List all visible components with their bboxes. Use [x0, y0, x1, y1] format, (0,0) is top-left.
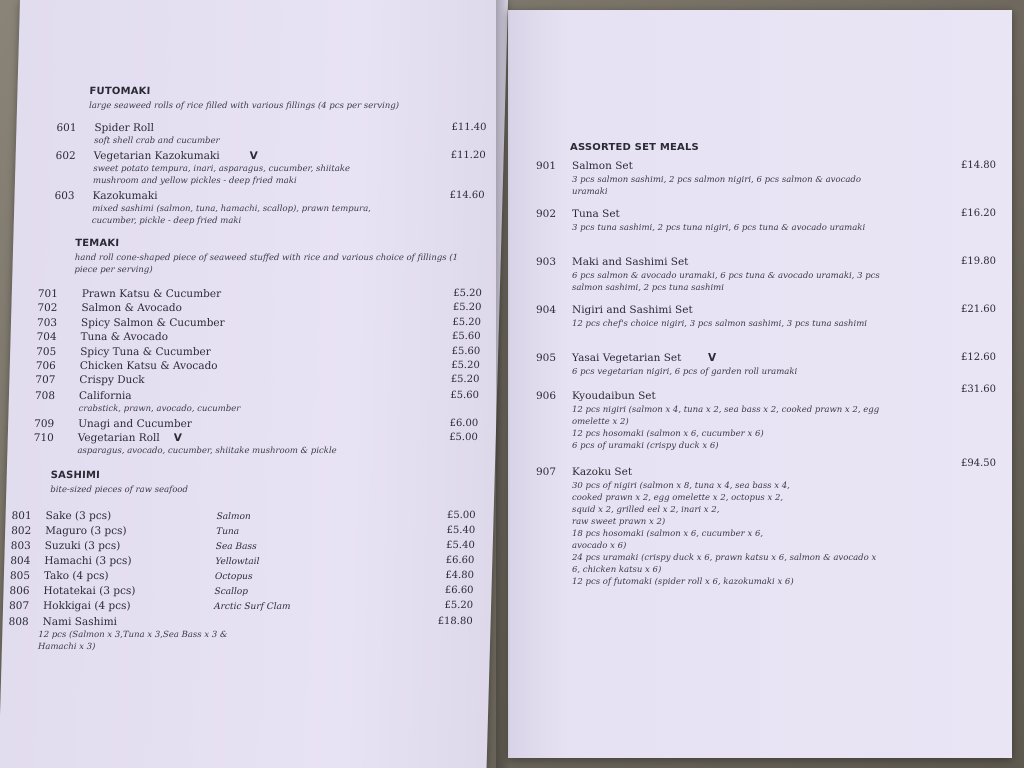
menu-item — [536, 458, 996, 480]
item-name: Chicken Katsu & Avocado — [79, 360, 218, 372]
item-translation: Salmon — [216, 512, 251, 522]
section-title-futomaki: FUTOMAKI — [89, 86, 151, 97]
menu-item — [11, 525, 475, 539]
item-number: 802 — [11, 525, 32, 537]
section-desc-sashimi: bite-sized pieces of raw seafood — [50, 485, 189, 495]
item-description: squid x 2, grilled eel x 2, inari x 2, — [572, 505, 720, 515]
item-description: 12 pcs nigiri (salmon x 4, tuna x 2, sea bass x 2, cooked prawn x 2, egg — [572, 405, 880, 415]
item-description: salmon sashimi, 2 pcs tuna sashimi — [572, 283, 724, 293]
item-price: £6.60 — [444, 585, 474, 596]
item-number: 902 — [536, 208, 557, 220]
item-name: Nigiri and Sashimi Set — [572, 304, 693, 316]
section-title-sets: ASSORTED SET MEALS — [570, 142, 699, 153]
item-price: £4.80 — [445, 570, 475, 581]
item-translation: Octopus — [214, 572, 253, 582]
item-price: £21.60 — [961, 304, 996, 315]
item-price: £5.20 — [453, 288, 482, 299]
item-translation: Arctic Surf Clam — [213, 602, 291, 612]
item-number: 801 — [11, 510, 32, 522]
item-description: 18 pcs hosomaki (salmon x 6, cucumber x 6, — [572, 529, 764, 539]
item-description: uramaki — [572, 187, 608, 197]
section-title-temaki: TEMAKI — [75, 238, 120, 249]
item-price: £5.20 — [450, 360, 480, 371]
item-price: £5.20 — [444, 600, 474, 611]
item-name: Spider Roll — [94, 122, 155, 134]
item-name: Salmon Set — [572, 160, 633, 172]
item-description: omelette x 2) — [572, 417, 629, 427]
menu-item — [536, 208, 996, 222]
item-description: 12 pcs (Salmon x 3,Tuna x 3,Sea Bass x 3 & Hamachi x 3) — [37, 630, 228, 652]
item-name: Kazoku Set — [572, 466, 633, 478]
item-description: 3 pcs salmon sashimi, 2 pcs salmon nigiri, 6 pcs salmon & avocado — [572, 175, 861, 185]
item-number: 702 — [37, 302, 58, 314]
item-name: Prawn Katsu & Cucumber — [81, 288, 222, 300]
menu-item — [536, 256, 996, 270]
menu-item — [11, 540, 475, 554]
item-price: £5.60 — [450, 390, 480, 401]
vegetarian-mark: V — [708, 352, 717, 364]
item-price: £5.40 — [446, 525, 476, 536]
item-number: 804 — [10, 555, 31, 567]
item-price: £5.60 — [451, 331, 481, 342]
item-description: 12 pcs hosomaki (salmon x 6, cucumber x 6) — [572, 429, 764, 439]
item-number: 904 — [536, 304, 557, 316]
item-name: Salmon & Avocado — [81, 302, 183, 314]
menu-item — [9, 585, 473, 599]
item-price: £5.20 — [450, 374, 480, 385]
item-price: £12.60 — [961, 352, 996, 363]
item-number: 807 — [8, 600, 30, 612]
item-number: 703 — [36, 317, 58, 329]
vegetarian-mark: V — [173, 432, 183, 444]
item-number: 603 — [54, 190, 75, 202]
item-number: 709 — [33, 418, 55, 430]
item-name: Tako (4 pcs) — [43, 570, 109, 582]
item-description: avocado x 6) — [572, 541, 627, 551]
item-translation: Yellowtail — [215, 557, 260, 567]
item-price: £5.20 — [452, 317, 482, 328]
item-price: £19.80 — [961, 256, 996, 267]
menu-page-right — [508, 10, 1012, 758]
item-translation: Tuna — [216, 527, 240, 537]
item-name: California — [78, 390, 132, 402]
item-description: asparagus, avocado, cucumber, shiitake mushroom & pickle — [77, 446, 337, 456]
item-name: Tuna Set — [572, 208, 620, 220]
item-number: 806 — [9, 585, 30, 597]
item-translation: Scallop — [214, 587, 249, 597]
item-name: Vegetarian Kazokumaki — [93, 150, 220, 162]
item-number: 805 — [9, 570, 31, 582]
section-items-sets — [536, 10, 996, 758]
item-name: Kyoudaibun Set — [572, 390, 656, 402]
item-number: 704 — [36, 331, 57, 343]
item-description: 24 pcs uramaki (crispy duck x 6, prawn katsu x 6, salmon & avocado x — [572, 553, 877, 563]
item-translation: Sea Bass — [215, 542, 257, 552]
item-number: 803 — [10, 540, 31, 552]
item-number: 602 — [55, 150, 76, 162]
item-price: £5.40 — [445, 540, 475, 551]
item-name: Spicy Tuna & Cucumber — [80, 346, 211, 358]
item-price: £5.00 — [448, 432, 478, 443]
item-number: 901 — [536, 160, 557, 172]
item-number: 808 — [8, 616, 29, 628]
item-name: Hotatekai (3 pcs) — [43, 585, 136, 597]
item-number: 707 — [35, 374, 56, 386]
item-description: mixed sashimi (salmon, tuna, hamachi, scallop), prawn tempura, cucumber, pickle - deep fried maki — [91, 204, 372, 226]
item-number: 905 — [536, 352, 557, 364]
menu-item — [536, 352, 996, 366]
item-number: 708 — [34, 390, 56, 402]
item-name: Nami Sashimi — [42, 616, 118, 628]
menu-page-left — [0, 0, 508, 768]
vegetarian-mark: V — [249, 150, 258, 162]
item-description: 12 pcs of futomaki (spider roll x 6, kazokumaki x 6) — [572, 577, 794, 587]
item-price: £14.80 — [961, 160, 996, 171]
item-number: 705 — [36, 346, 57, 358]
item-price: £6.00 — [449, 418, 479, 429]
item-price: £31.60 — [961, 384, 996, 395]
item-price: £11.40 — [451, 122, 487, 133]
item-description: 6 pcs of uramaki (crispy duck x 6) — [572, 441, 719, 451]
section-desc-temaki: hand roll cone-shaped piece of seaweed stuffed with rice and various choice of fillings (1 piece per serving) — [74, 253, 459, 275]
item-description: cooked prawn x 2, egg omelette x 2, octopus x 2, — [572, 493, 784, 503]
menu-item — [10, 555, 474, 569]
item-price: £14.60 — [449, 190, 485, 201]
item-name: Spicy Salmon & Cucumber — [80, 317, 225, 329]
item-name: Hamachi (3 pcs) — [44, 555, 132, 567]
menu-item — [10, 570, 474, 584]
item-name: Sake (3 pcs) — [45, 510, 112, 522]
item-name: Suzuki (3 pcs) — [44, 540, 121, 552]
item-price: £18.80 — [437, 616, 473, 627]
item-name: Crispy Duck — [79, 374, 145, 386]
section-title-sashimi: SASHIMI — [50, 470, 101, 481]
item-name: Maki and Sashimi Set — [572, 256, 689, 268]
item-name: Yasai Vegetarian Set — [572, 352, 682, 364]
item-number: 907 — [536, 466, 557, 478]
item-description: 12 pcs chef's choice nigiri, 3 pcs salmon sashimi, 3 pcs tuna sashimi — [572, 319, 868, 329]
item-description: 6 pcs salmon & avocado uramaki, 6 pcs tuna & avocado uramaki, 3 pcs — [572, 271, 880, 281]
item-name: Tuna & Avocado — [80, 331, 169, 343]
item-name: Maguro (3 pcs) — [45, 525, 127, 537]
item-price: £16.20 — [961, 208, 996, 219]
menu-item — [536, 304, 996, 318]
item-number: 706 — [35, 360, 56, 372]
item-number: 701 — [37, 288, 59, 300]
menu-item — [536, 384, 996, 404]
item-price: £5.00 — [446, 510, 476, 521]
item-name: Vegetarian Roll — [77, 432, 160, 444]
item-price: £5.20 — [452, 302, 482, 313]
item-description: crabstick, prawn, avocado, cucumber — [78, 404, 241, 414]
item-price: £5.60 — [451, 346, 481, 357]
item-number: 601 — [56, 122, 77, 134]
item-name: Unagi and Cucumber — [77, 418, 193, 430]
item-description: 30 pcs of nigiri (salmon x 8, tuna x 4, sea bass x 4, — [572, 481, 790, 491]
menu-item — [9, 600, 473, 614]
item-description: soft shell crab and cucumber — [93, 136, 220, 146]
item-number: 710 — [33, 432, 54, 444]
item-description: 6 pcs vegetarian nigiri, 6 pcs of garden roll uramaki — [572, 367, 798, 377]
item-price: £11.20 — [450, 150, 486, 161]
section-items-sashimi — [5, 0, 490, 768]
item-price: £94.50 — [961, 458, 996, 469]
menu-item — [11, 510, 475, 524]
item-description: sweet potato tempura, inari, asparagus, cucumber, shiitake mushroom and yellow pickles - deep fried maki — [92, 164, 351, 186]
item-name: Kazokumaki — [92, 190, 158, 202]
item-number: 906 — [536, 390, 557, 402]
menu-item — [8, 616, 472, 630]
item-number: 903 — [536, 256, 557, 268]
book-spine — [496, 0, 520, 768]
menu-item — [536, 160, 996, 174]
item-name: Hokkigai (4 pcs) — [42, 600, 131, 612]
item-price: £6.60 — [445, 555, 475, 566]
item-description: 3 pcs tuna sashimi, 2 pcs tuna nigiri, 6 pcs tuna & avocado uramaki — [572, 223, 866, 233]
item-description: raw sweet prawn x 2) — [572, 517, 666, 527]
section-desc-futomaki: large seaweed rolls of rice filled with various fillings (4 pcs per serving) — [88, 101, 400, 111]
item-description: 6, chicken katsu x 6) — [572, 565, 662, 575]
